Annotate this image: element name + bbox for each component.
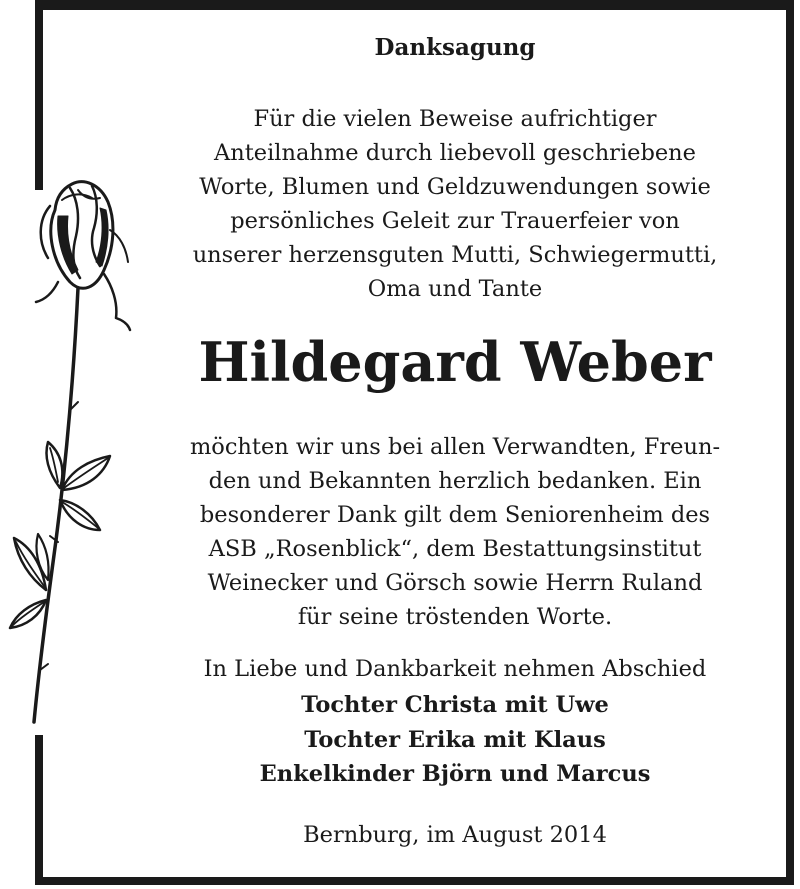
- thanks-line: besonderer Dank gilt dem Seniorenheim des: [199, 502, 711, 528]
- closing-line: In Liebe und Dankbarkeit nehmen Abschied: [203, 656, 707, 682]
- thanks-text: [110, 430, 800, 634]
- intro-line: Oma und Tante: [367, 276, 543, 302]
- intro-text: [110, 102, 800, 306]
- intro-line: Für die vielen Beweise aufrichtiger: [253, 106, 657, 132]
- thanks-line: ASB „Rosenblick“, dem Bestattungsinstitut: [208, 536, 702, 562]
- deceased-name: Hildegard Weber: [198, 330, 712, 394]
- intro-line: persönliches Geleit zur Trauerfeier von: [230, 208, 680, 234]
- thanks-line: Weinecker und Görsch sowie Herrn Ruland: [207, 570, 703, 596]
- intro-line: Worte, Blumen und Geldzuwendungen sowie: [199, 174, 711, 200]
- place-date: Bernburg, im August 2014: [303, 822, 607, 848]
- intro-line: Anteilnahme durch liebevoll geschriebene: [214, 140, 696, 166]
- thanks-line: möchten wir uns bei allen Verwandten, Freun-: [189, 434, 721, 460]
- thanks-line: für seine tröstenden Worte.: [297, 604, 613, 630]
- thanks-line: den und Bekannten herzlich bedanken. Ein: [208, 468, 702, 494]
- signer-name: Tochter Erika mit Klaus: [304, 727, 606, 753]
- signer-name: Tochter Christa mit Uwe: [301, 692, 609, 718]
- intro-line: unserer herzensguten Mutti, Schwiegermutti,: [192, 242, 718, 268]
- notice-heading: Danksagung: [374, 34, 536, 61]
- signer-name: Enkelkinder Björn und Marcus: [259, 761, 651, 787]
